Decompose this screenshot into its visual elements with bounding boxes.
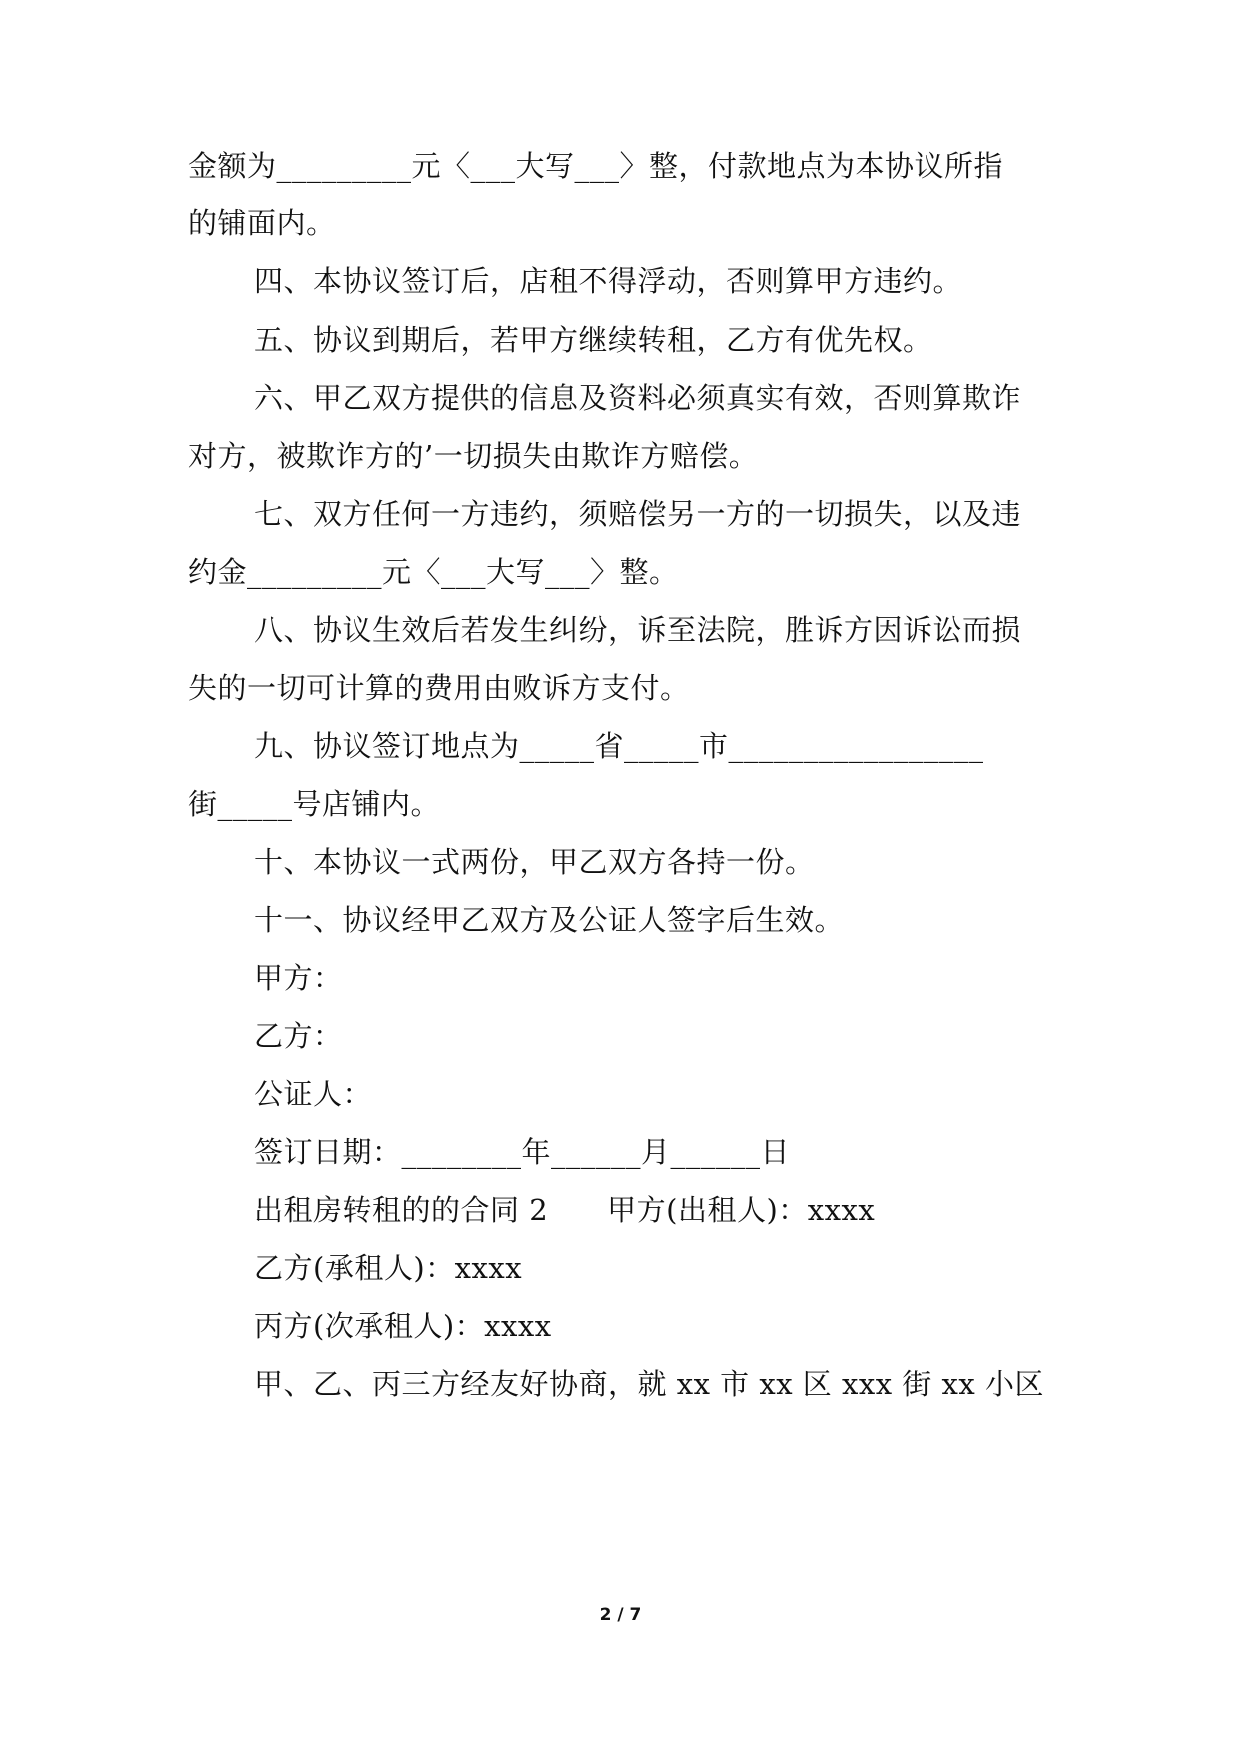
lessee-line: 乙方(承租人)：xxxx xyxy=(254,1251,523,1285)
clause-5: 五、协议到期后，若甲方继续转租，乙方有优先权。 xyxy=(254,323,933,357)
clause-4: 四、本协议签订后，店租不得浮动，否则算甲方违约。 xyxy=(254,264,963,298)
signing-date: 签订日期：________年______月______日 xyxy=(254,1135,791,1169)
clause-10: 十、本协议一式两份，甲乙双方各持一份。 xyxy=(254,845,815,879)
clause-6: 六、甲乙双方提供的信息及资料必须真实有效，否则算欺诈 xyxy=(254,381,1022,415)
clause-11: 十一、协议经甲乙双方及公证人签字后生效。 xyxy=(254,903,845,937)
text-line: 的铺面内。 xyxy=(188,206,336,240)
notary-label: 公证人： xyxy=(254,1077,373,1111)
agreement-intro: 甲、乙、丙三方经友好协商，就 xx 市 xx 区 xxx 街 xx 小区 xyxy=(254,1367,1044,1401)
text-line: 街_____号店铺内。 xyxy=(188,787,441,821)
text-line: 对方，被欺诈方的’一切损失由欺诈方赔偿。 xyxy=(188,439,759,473)
clause-8: 八、协议生效后若发生纠纷，诉至法院，胜诉方因诉讼而损 xyxy=(254,613,1022,647)
contract-2-heading: 出租房转租的的合同 2 甲方(出租人)：xxxx xyxy=(254,1193,876,1227)
text-line: 金额为_________元〈___大写___〉整，付款地点为本协议所指 xyxy=(188,149,1004,183)
party-b-label: 乙方： xyxy=(254,1019,343,1053)
text-line: 约金_________元〈___大写___〉整。 xyxy=(188,555,679,589)
clause-7: 七、双方任何一方违约，须赔偿另一方的一切损失，以及违 xyxy=(254,497,1022,531)
sublessee-line: 丙方(次承租人)：xxxx xyxy=(254,1309,552,1343)
page-number: 2 / 7 xyxy=(599,1605,642,1625)
clause-9: 九、协议签订地点为_____省_____市_________________ xyxy=(254,729,984,763)
party-a-label: 甲方： xyxy=(254,961,343,995)
text-line: 失的一切可计算的费用由败诉方支付。 xyxy=(188,671,690,705)
